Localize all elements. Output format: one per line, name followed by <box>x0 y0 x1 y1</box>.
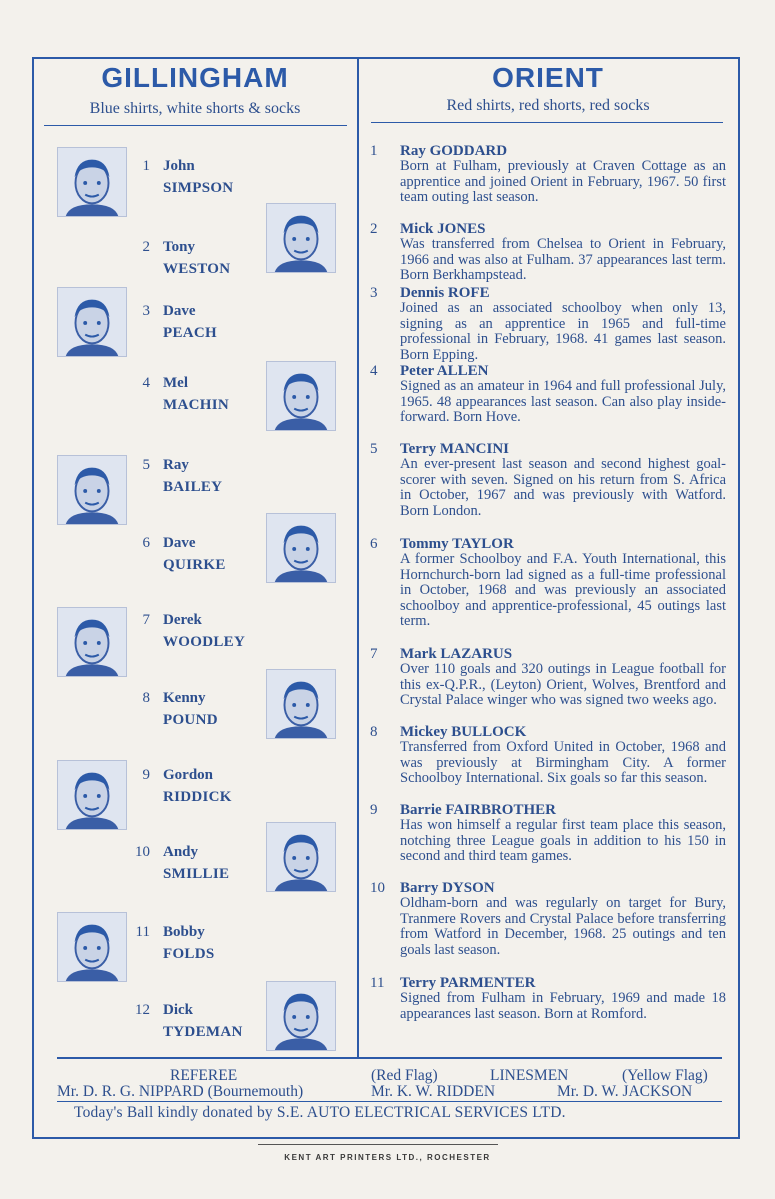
linesmen-label: LINESMEN <box>490 1067 569 1084</box>
player-biography: Joined as an associated schoolboy when only 13, signing as an apprentice in 1965 and full-time professional in February, 1968. 41 games last season. Born Epping. <box>400 300 726 363</box>
player-name: Mickey BULLOCK <box>400 724 527 740</box>
linesman-2-name: Mr. D. W. JACKSON <box>557 1083 693 1100</box>
player-first-name: John <box>163 158 195 174</box>
player-number: 1 <box>142 158 150 174</box>
gillingham-header-rule <box>44 125 347 126</box>
player-number: 10 <box>370 880 385 896</box>
player-biography: Was transferred from Chelsea to Orient in February, 1966 and was also at Fulham. 37 appearances last term. Born Berkhampstead. <box>400 236 726 283</box>
player-biography: Has won himself a regular first team place this season, notching three League goals in addition to his 150 in second and third team games. <box>400 817 726 864</box>
gillingham-kit: Blue shirts, white shorts & socks <box>89 100 301 117</box>
player-first-name: Dick <box>163 1002 193 1018</box>
player-first-name: Dave <box>163 535 196 551</box>
player-number: 5 <box>142 457 150 473</box>
player-number: 4 <box>142 375 150 391</box>
player-biography: Signed from Fulham in February, 1969 and made 18 appearances last season. Born at Romford. <box>400 990 726 1022</box>
player-number: 4 <box>370 363 378 379</box>
player-number: 10 <box>135 844 150 860</box>
gillingham-title: GILLINGHAM <box>101 62 289 93</box>
player-first-name: Andy <box>163 844 199 860</box>
player-photo <box>57 912 127 982</box>
player-photo <box>57 147 127 217</box>
referee-name: Mr. D. R. G. NIPPARD (Bournemouth) <box>57 1083 304 1100</box>
player-number: 11 <box>370 975 385 991</box>
player-surname: BAILEY <box>163 479 223 495</box>
player-number: 7 <box>370 646 378 662</box>
player-surname: PEACH <box>163 325 217 341</box>
player-surname: SMILLIE <box>163 866 230 882</box>
player-number: 7 <box>142 612 150 628</box>
player-biography: Signed as an amateur in 1964 and full professional July, 1965. 48 appearances last season. Can also play inside-forward. Born Hove. <box>400 378 726 425</box>
player-number: 6 <box>370 536 378 552</box>
player-photo <box>57 287 127 357</box>
player-surname: RIDDICK <box>163 789 232 805</box>
player-first-name: Gordon <box>163 767 214 783</box>
player-number: 9 <box>370 802 378 818</box>
player-name: Ray GODDARD <box>400 143 508 159</box>
player-number: 11 <box>135 924 150 940</box>
player-first-name: Derek <box>163 612 202 628</box>
player-biography: Oldham-born and was regularly on target for Bury, Tranmere Rovers and Crystal Palace before transferring from Watford in December, 1968. 25 outings and ten goals last season. <box>400 895 726 958</box>
player-biography: Born at Fulham, previously at Craven Cottage as an apprentice and joined Orient in February, 1967. 50 first team outing last season. <box>400 158 726 205</box>
player-first-name: Kenny <box>163 690 206 706</box>
player-number: 2 <box>370 221 378 237</box>
yellow-flag-label: (Yellow Flag) <box>622 1067 708 1084</box>
linesman-1-name: Mr. K. W. RIDDEN <box>371 1083 496 1100</box>
player-number: 5 <box>370 441 378 457</box>
orient-title: ORIENT <box>492 62 604 93</box>
player-first-name: Bobby <box>163 924 205 940</box>
player-name: Peter ALLEN <box>400 363 489 379</box>
player-biography: An ever-present last season and second highest goal-scorer with seven. Signed on his return from S. Africa in October, 1967 and was previously with Watford. Born London. <box>400 456 726 519</box>
player-number: 8 <box>370 724 378 740</box>
player-number: 3 <box>370 285 378 301</box>
player-surname: SIMPSON <box>163 180 234 196</box>
player-number: 12 <box>135 1002 150 1018</box>
player-number: 1 <box>370 143 378 159</box>
player-photo <box>266 981 336 1051</box>
player-first-name: Dave <box>163 303 196 319</box>
player-photo <box>57 455 127 525</box>
player-surname: QUIRKE <box>163 557 226 573</box>
column-divider <box>357 57 359 1057</box>
player-surname: MACHIN <box>163 397 229 413</box>
player-biography: Transferred from Oxford United in October, 1968 and was previously at Birmingham City. A former Schoolboy International. Six goals so far this season. <box>400 739 726 786</box>
player-biography: Over 110 goals and 320 outings in League football for this ex-Q.P.R., (Leyton) Orient, Wolves, Brentford and Crystal Palace winger who was signed two weeks ago. <box>400 661 726 708</box>
footer-top-rule <box>57 1057 722 1059</box>
player-surname: POUND <box>163 712 218 728</box>
player-photo <box>57 760 127 830</box>
player-number: 3 <box>142 303 150 319</box>
player-surname: FOLDS <box>163 946 215 962</box>
player-photo <box>266 361 336 431</box>
player-name: Terry MANCINI <box>400 441 510 457</box>
player-photo <box>266 513 336 583</box>
player-biography: A former Schoolboy and F.A. Youth International, this Hornchurch-born lad signed as a full-time professional in October, 1968 and was previously an associated schoolboy and apprentice-professional, 45 outings last term. <box>400 551 726 629</box>
printer-rule <box>258 1144 498 1145</box>
player-first-name: Mel <box>163 375 188 391</box>
player-first-name: Tony <box>163 239 195 255</box>
player-name: Mark LAZARUS <box>400 646 513 662</box>
player-name: Barry DYSON <box>400 880 495 896</box>
player-name: Mick JONES <box>400 221 486 237</box>
player-number: 2 <box>142 239 150 255</box>
player-photo <box>57 607 127 677</box>
ball-sponsor-note: Today's Ball kindly donated by S.E. AUTO ELECTRICAL SERVICES LTD. <box>74 1104 566 1121</box>
player-first-name: Ray <box>163 457 189 473</box>
orient-kit: Red shirts, red shorts, red socks <box>446 97 650 114</box>
player-photo <box>266 669 336 739</box>
orient-header-rule <box>371 122 723 123</box>
footer-mid-rule <box>57 1101 722 1102</box>
player-name: Barrie FAIRBROTHER <box>400 802 556 818</box>
player-number: 9 <box>142 767 150 783</box>
player-surname: TYDEMAN <box>163 1024 243 1040</box>
referee-label: REFEREE <box>170 1067 238 1084</box>
player-surname: WOODLEY <box>163 634 246 650</box>
player-photo <box>266 822 336 892</box>
player-photo <box>266 203 336 273</box>
player-number: 6 <box>142 535 150 551</box>
player-name: Tommy TAYLOR <box>400 536 514 552</box>
player-name: Dennis ROFE <box>400 285 490 301</box>
player-surname: WESTON <box>163 261 231 277</box>
red-flag-label: (Red Flag) <box>371 1067 438 1084</box>
player-number: 8 <box>142 690 150 706</box>
player-name: Terry PARMENTER <box>400 975 536 991</box>
printer-credit: KENT ART PRINTERS LTD., ROCHESTER <box>284 1153 491 1162</box>
